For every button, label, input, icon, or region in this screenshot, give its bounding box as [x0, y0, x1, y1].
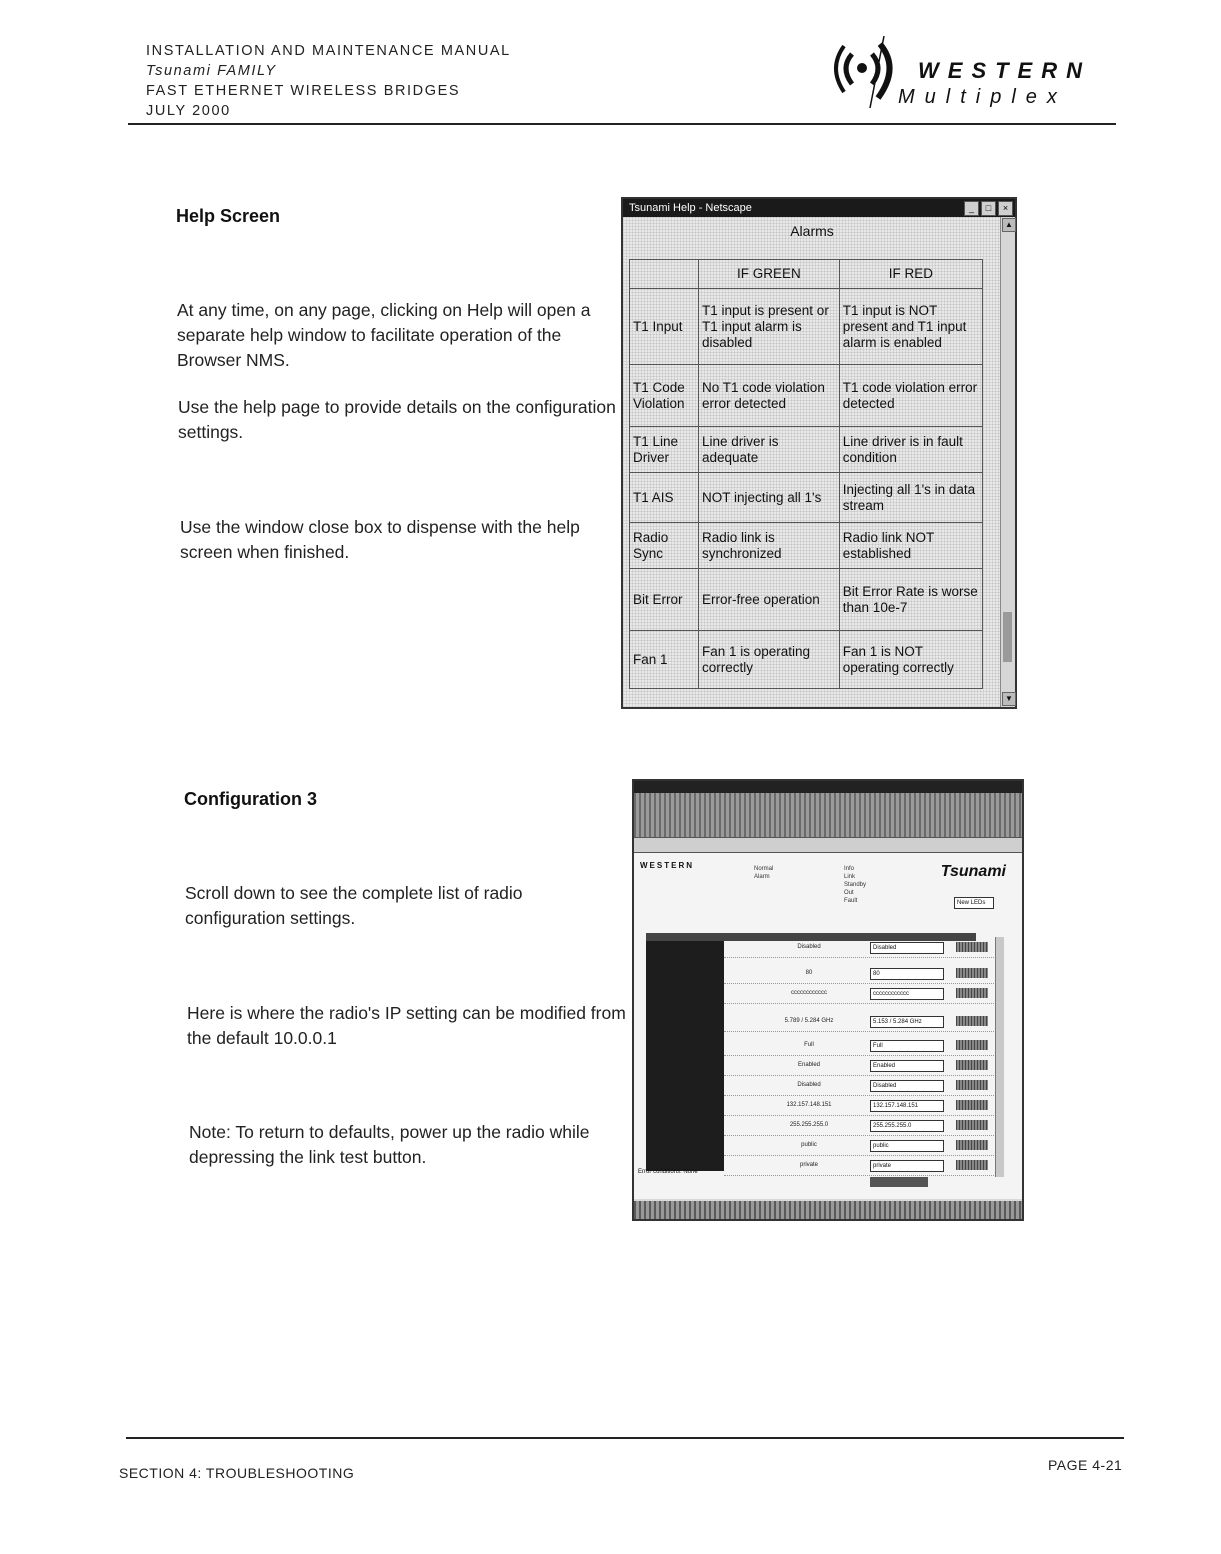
set-button[interactable]: [956, 1080, 988, 1090]
table-row: [630, 631, 983, 689]
table-row: [630, 523, 983, 569]
table-row: [630, 427, 983, 473]
footer-page-number: PAGE 4-21: [1048, 1457, 1123, 1473]
setting-input[interactable]: Disabled: [870, 942, 944, 954]
table-header-row: [630, 260, 983, 289]
current-value: cccccccccccc: [791, 990, 827, 996]
config-label-column: [646, 941, 724, 1171]
header-text: [146, 41, 511, 121]
setting-input[interactable]: private: [870, 1160, 944, 1172]
setting-input[interactable]: Disabled: [870, 1080, 944, 1092]
logo-word-multiplex: Multiplex: [898, 86, 1067, 108]
table-corner: [630, 260, 699, 289]
config-browser-window: [632, 779, 1024, 1221]
config-row: [724, 1097, 1004, 1116]
config-paragraph-2: Here is where the radio's IP setting can be modified from the default 10.0.0.1: [187, 1003, 626, 1048]
setting-input[interactable]: 132.157.148.151: [870, 1100, 944, 1112]
row-label: T1 Line Driver: [630, 427, 699, 473]
set-button[interactable]: [956, 1040, 988, 1050]
row-red: T1 input is NOT present and T1 input alarm is enabled: [839, 289, 982, 365]
config-page: [634, 853, 1022, 1199]
header-line-2: Tsunami FAMILY: [146, 63, 277, 79]
header-line-3: FAST ETHERNET WIRELESS BRIDGES: [146, 83, 461, 99]
config-row: [724, 939, 1004, 958]
current-value: Enabled: [797, 1062, 821, 1068]
help-paragraph-3: Use the window close box to dispense with the help screen when finished.: [180, 517, 580, 562]
config-row: [724, 965, 1004, 984]
setting-input[interactable]: 255.255.255.0: [870, 1120, 944, 1132]
config-titlebar: [634, 781, 1022, 793]
close-icon[interactable]: ×: [998, 201, 1013, 216]
row-green: Line driver is adequate: [699, 427, 840, 473]
row-green: Radio link is synchronized: [699, 523, 840, 569]
config-legend-right: [844, 865, 866, 905]
logo-wave-icon: [826, 32, 906, 112]
set-button[interactable]: [956, 1120, 988, 1130]
legend-item: Link: [844, 874, 856, 880]
config-address-bar[interactable]: [634, 837, 1022, 853]
setting-input[interactable]: 5.153 / 5.284 GHz: [870, 1016, 944, 1028]
row-red: Injecting all 1's in data stream: [839, 473, 982, 523]
current-value: 5.789 / 5.284 GHz: [784, 1018, 834, 1024]
row-red: Line driver is in fault condition: [839, 427, 982, 473]
header-line-1: INSTALLATION AND MAINTENANCE MANUAL: [146, 43, 511, 59]
row-label: T1 AIS: [630, 473, 699, 523]
scroll-down-icon[interactable]: ▼: [1002, 692, 1016, 706]
config-row: [724, 1157, 1004, 1176]
row-label: Bit Error: [630, 569, 699, 631]
row-green: Fan 1 is operating correctly: [699, 631, 840, 689]
current-value: Disabled: [797, 944, 821, 950]
help-heading: Help Screen: [176, 206, 281, 226]
western-multiplex-logo: [826, 32, 1116, 112]
row-red: Bit Error Rate is worse than 10e-7: [839, 569, 982, 631]
row-green: Error-free operation: [699, 569, 840, 631]
table-row: [630, 365, 983, 427]
config-row: [724, 1117, 1004, 1136]
row-label: T1 Input: [630, 289, 699, 365]
config-row: [724, 985, 1004, 1004]
config-row: [724, 1057, 1004, 1076]
legend-item: Standby: [844, 882, 867, 888]
config-paragraph-3: Note: To return to defaults, power up the radio while depressing the link test button.: [189, 1122, 590, 1167]
help-window-titlebar: [623, 199, 1015, 217]
logo-word-western: WESTERN: [918, 58, 1091, 83]
set-button[interactable]: [956, 988, 988, 998]
current-value: private: [799, 1162, 818, 1168]
current-value: Disabled: [797, 1082, 821, 1088]
setting-input[interactable]: 80: [870, 968, 944, 980]
maximize-icon[interactable]: □: [981, 201, 996, 216]
config-paragraph-1: Scroll down to see the complete list of radio configuration settings.: [185, 883, 523, 928]
config-legend-left: [754, 865, 773, 881]
help-scrollbar[interactable]: [1000, 217, 1015, 707]
config-toolbar[interactable]: [634, 793, 1022, 837]
table-row: [630, 473, 983, 523]
config-scrollbar[interactable]: [995, 937, 1004, 1177]
footer-rule: [126, 1437, 1124, 1439]
col-if-red: IF RED: [839, 260, 982, 289]
legend-item: Fault: [844, 898, 858, 904]
set-button[interactable]: [956, 1160, 988, 1170]
current-value: 80: [805, 970, 813, 976]
footer-section: SECTION 4: TROUBLESHOOTING: [119, 1465, 355, 1481]
table-row: [630, 289, 983, 365]
setting-input[interactable]: public: [870, 1140, 944, 1152]
legend-item: Out: [844, 890, 854, 896]
row-label: Fan 1: [630, 631, 699, 689]
row-red: Fan 1 is NOT operating correctly: [839, 631, 982, 689]
setting-input[interactable]: Full: [870, 1040, 944, 1052]
current-value: Full: [804, 1042, 814, 1048]
header-rule: [128, 123, 1116, 125]
setting-input[interactable]: Enabled: [870, 1060, 944, 1072]
legend-item: Normal: [754, 866, 774, 872]
row-label: T1 Code Violation: [630, 365, 699, 427]
legend-item: Info: [844, 866, 855, 872]
alarms-title: Alarms: [790, 223, 834, 239]
current-value: 132.157.148.151: [786, 1102, 832, 1108]
set-button[interactable]: [956, 1060, 988, 1070]
minimize-icon[interactable]: _: [964, 201, 979, 216]
row-label: Radio Sync: [630, 523, 699, 569]
current-value: public: [801, 1142, 817, 1148]
legend-item: Alarm: [754, 874, 770, 880]
config-product-name: Tsunami: [940, 863, 1006, 880]
col-if-green: IF GREEN: [699, 260, 840, 289]
config-taskbar[interactable]: [634, 1201, 1022, 1219]
setting-input[interactable]: cccccccccccc: [870, 988, 944, 1000]
help-window: [621, 197, 1017, 709]
help-paragraph-2: Use the help page to provide details on the configuration settings.: [178, 397, 616, 442]
config-status-text: Error conditions: None: [638, 1169, 698, 1175]
set-button[interactable]: [956, 1140, 988, 1150]
row-red: T1 code violation error detected: [839, 365, 982, 427]
set-button[interactable]: [956, 968, 988, 978]
set-button[interactable]: [956, 1016, 988, 1026]
help-window-body: [623, 217, 1001, 707]
view-select[interactable]: New LEDs: [954, 897, 994, 909]
submit-button[interactable]: [870, 1177, 928, 1187]
config-row: [724, 1077, 1004, 1096]
alarms-table: [629, 259, 983, 689]
header-line-4: JULY 2000: [146, 103, 231, 119]
set-button[interactable]: [956, 942, 988, 952]
table-row: [630, 569, 983, 631]
help-window-title: Tsunami Help - Netscape: [629, 202, 752, 214]
config-row: [724, 1013, 1004, 1032]
row-green: No T1 code violation error detected: [699, 365, 840, 427]
row-red: Radio link NOT established: [839, 523, 982, 569]
config-heading: Configuration 3: [184, 789, 317, 809]
config-row: [724, 1137, 1004, 1156]
config-logo: WESTERN: [640, 861, 694, 870]
help-paragraph-1: At any time, on any page, clicking on Help will open a separate help window to facilitate operation of the Browser NMS.: [177, 300, 591, 370]
set-button[interactable]: [956, 1100, 988, 1110]
current-value: 255.255.255.0: [789, 1122, 829, 1128]
scroll-thumb[interactable]: [1003, 612, 1012, 662]
config-row: [724, 1037, 1004, 1056]
scroll-up-icon[interactable]: ▲: [1002, 218, 1016, 232]
row-green: NOT injecting all 1's: [699, 473, 840, 523]
row-green: T1 input is present or T1 input alarm is disabled: [699, 289, 840, 365]
